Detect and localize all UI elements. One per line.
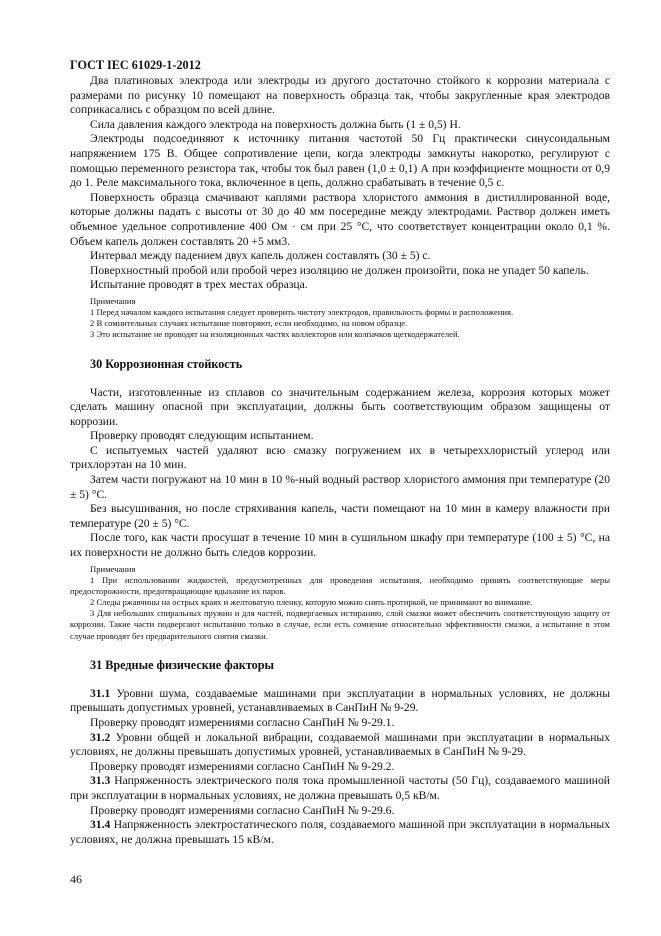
- clause-number: 31.2: [90, 730, 111, 744]
- page-number: 46: [70, 872, 82, 886]
- paragraph: Два платиновых электрода или электроды из другого достаточно стойкого к коррозии материала с размерами по рисунку 10 помещают на поверхность образца так, чтобы закругленные края электродов соприкасались с образцом по всей длине.: [70, 74, 610, 117]
- clause-text: Уровни шума, создаваемые машинами при эксплуатации в нормальных условиях, не должны превышать допустимых уровней, устанавливаемых в СанПиН № 9-29.: [70, 686, 610, 715]
- paragraph: Затем части погружают на 10 мин в 10 %-ный водный раствор хлористого аммония при температуре (20 ± 5) °С.: [70, 473, 610, 501]
- notes-title: Примечания: [90, 295, 136, 306]
- paragraph: Поверхностный пробой или пробой через изоляцию не должен произойти, пока не упадет 50 капель.: [90, 263, 589, 277]
- paragraph: Проверку проводят измерениями согласно СанПиН № 9-29.2.: [90, 759, 395, 773]
- paragraph: Электроды подсоединяют к источнику питания частотой 50 Гц практически синусоидальным напряжением 175 В. Общее сопротивление цепи, когда электроды замкнуты накоротко, регулируют с помощью переменного резистора так, чтобы ток был равен (1,0 ± 0,1) А при коэффициенте мощности от 0,9 до 1. Реле максимального тока, включенное в цепь, должно срабатывать в течение 0,5 с.: [70, 132, 610, 190]
- paragraph: Испытание проводят в трех местах образца.: [90, 278, 308, 292]
- note: 1 При использовании жидкостей, предусмотренных для проведения испытания, необходимо принять соответствующие меры предосторожности, предотвращающие вдыхание их паров.: [70, 574, 610, 596]
- paragraph: Поверхность образца смачивают каплями раствора хлористого аммония в дистиллированной воде, которые должны падать с высоты от 30 до 40 мм посередине между электродами. Раствор должен иметь объемное удельное сопротивление 400 Ом · см при 25 °С, что соответствует концентрации около 0,1 %. Объем капель должен составлять 20 +5 мм3.: [70, 190, 610, 248]
- document-header: ГОСТ IEC 61029-1-2012: [70, 58, 201, 72]
- clause: [70, 818, 610, 847]
- clause: [70, 731, 610, 760]
- paragraph: Без высушивания, но после стряхивания капель, части помещают на 10 мин в камеру влажности при температуре (20 ± 5) °С.: [70, 502, 610, 530]
- note: 3 Для небольших спиральных пружин и для частей, подвергаемых истиранию, слой смазки может обеспечить соответствующую защиту от коррозии. Такие части подвергают испытанию только в случае, если есть сомнение относительно эффективности смазки, а испытание в этом случае проводят без предварительного снятия смазки.: [70, 608, 610, 641]
- section-heading: 30 Коррозионная стойкость: [90, 356, 243, 371]
- section-heading: 31 Вредные физические факторы: [90, 657, 275, 672]
- paragraph: Части, изготовленные из сплавов со значительным содержанием железа, коррозия которых может сделать машину опасной при эксплуатации, должны быть соответствующим образом защищены от коррозии.: [70, 385, 610, 428]
- note: 2 Следы ржавчины на острых краях и желтоватую пленку, которую можно снять протиркой, не принимают во внимание.: [90, 597, 533, 608]
- clause: [70, 687, 610, 716]
- clause-number: 31.1: [90, 686, 111, 700]
- paragraph: Проверку проводят измерениями согласно СанПиН № 9-29.6.: [90, 803, 395, 817]
- note: 1 Перед началом каждого испытания следует проверить чистоту электродов, правильность формы и расположения.: [90, 306, 514, 317]
- note: 2 В сомнительных случаях испытание повторяют, если необходимо, на новом образце.: [90, 318, 408, 329]
- note: 3 Это испытание не проводят на изоляционных частях коллекторов или колпачков щеткодержателей.: [90, 329, 460, 340]
- clause-text: Напряженность электрического поля тока промышленной частоты (50 Гц), создаваемого машиной при эксплуатации в нормальных условиях, не должна превышать 0,5 кВ/м.: [70, 774, 610, 803]
- clause-number: 31.3: [90, 774, 111, 788]
- document-page: [70, 58, 610, 847]
- paragraph: С испытуемых частей удаляют всю смазку погружением их в четыреххлористый углерод или трихлорэтан на 10 мин.: [70, 443, 610, 472]
- paragraph: Сила давления каждого электрода на поверхность должна быть (1 ± 0,5) Н.: [90, 117, 461, 131]
- paragraph: Интервал между падением двух капель должен составлять (30 ± 5) с.: [90, 249, 431, 263]
- clause: [70, 774, 610, 803]
- paragraph: Проверку проводят следующим испытанием.: [90, 429, 314, 443]
- clause-number: 31.4: [90, 818, 111, 832]
- notes-title: Примечания: [90, 563, 136, 574]
- clause-text: Напряженность электростатического поля, создаваемого машиной при эксплуатации в нормальных условиях, не должна превышать 15 кВ/м.: [70, 818, 610, 846]
- paragraph: После того, как части просушат в течение 10 мин в сушильном шкафу при температуре (100 ± 5) °С, на их поверхности не должно быть следов коррозии.: [70, 531, 610, 560]
- clause-text: Уровни общей и локальной вибрации, создаваемой машинами при эксплуатации в нормальных условиях, не должны превышать допустимых уровней, устанавливаемых в СанПиН № 9-29.: [70, 730, 610, 759]
- paragraph: Проверку проводят измерениями согласно СанПиН № 9-29.1.: [90, 716, 395, 730]
